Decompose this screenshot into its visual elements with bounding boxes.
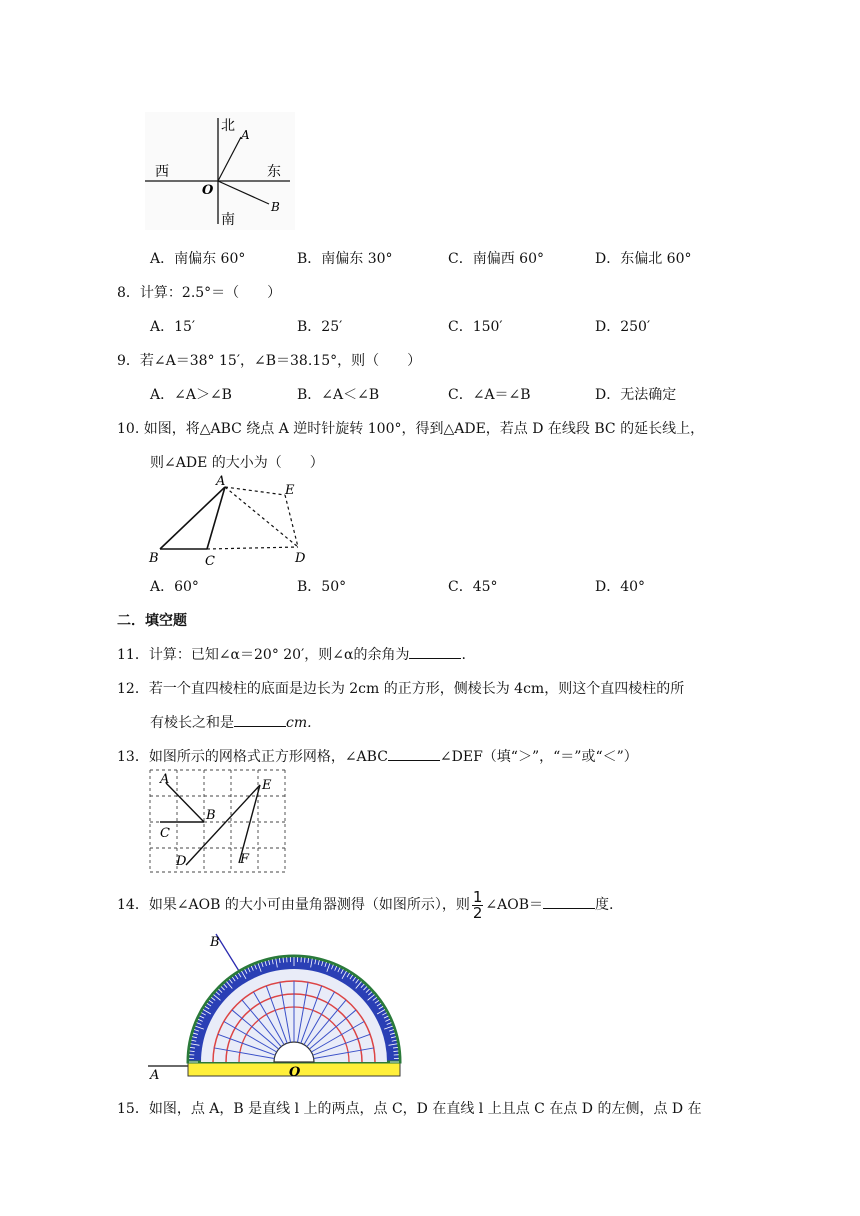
q10-option-b: B．50°: [297, 579, 347, 595]
center-o-label: O: [289, 1065, 301, 1080]
answer-blank: [388, 746, 440, 761]
section-heading: 二．填空题: [117, 613, 187, 629]
north-label: 北: [221, 118, 235, 134]
west-label: 西: [155, 164, 169, 180]
q9-option-c: C．∠A＝∠B: [448, 387, 531, 403]
q12-text: 有棱长之和是: [150, 715, 234, 731]
point-e-label: E: [285, 483, 295, 498]
q9-option-a: A．∠A＞∠B: [150, 387, 232, 403]
rotation-figure: [145, 472, 315, 568]
point-b-label: B: [206, 808, 216, 823]
fraction-half: [472, 887, 484, 922]
protractor-tick: [393, 1051, 398, 1052]
q13: [117, 746, 638, 766]
q14-angle: ∠AOB＝: [485, 897, 544, 913]
q12-line1: 12．若一个直四棱柱的底面是边长为 2cm 的正方形，侧棱长为 4cm，则这个直四棱柱的所: [117, 681, 685, 697]
q7-option-c: C．南偏西 60°: [448, 251, 544, 267]
q10-option-c: C．45°: [448, 579, 498, 595]
fraction-numerator: 1: [472, 887, 483, 906]
q13-text: 13．如图所示的网格式正方形网格，∠ABC: [117, 749, 388, 765]
q14-unit: 度.: [595, 897, 614, 913]
point-d-label: D: [176, 854, 187, 869]
grid-figure: [148, 767, 288, 875]
q11-tail: .: [461, 647, 466, 663]
q8-option-a: A．15′: [150, 319, 196, 335]
q12-unit: cm.: [286, 715, 312, 731]
q7-option-a: A．南偏东 60°: [150, 251, 246, 267]
q10-option-d: D．40°: [595, 579, 646, 595]
answer-blank: [234, 712, 286, 727]
q7-option-b: B．南偏东 30°: [297, 251, 393, 267]
q10-option-a: A．60°: [150, 579, 199, 595]
protractor-tick: [190, 1051, 195, 1052]
q8-option-c: C．150′: [448, 319, 503, 335]
q9-option-b: B．∠A＜∠B: [297, 387, 380, 403]
protractor-tick: [283, 958, 284, 963]
q10-line1: 10. 如图，将△ABC 绕点 A 逆时针旋转 100°，得到△ADE，若点 D 在线段 BC 的延长线上，: [117, 421, 705, 437]
point-c-label: C: [205, 554, 215, 568]
point-a-label: A: [160, 772, 170, 787]
q9-text: 9．若∠A＝38° 15′，∠B＝38.15°，则（ ）: [117, 353, 422, 369]
compass-figure: [145, 112, 295, 230]
q14-text: 14．如果∠AOB 的大小可由量角器测得（如图所示），则: [117, 897, 470, 913]
south-label: 南: [221, 212, 235, 228]
q9-option-d: D．无法确定: [595, 387, 677, 403]
point-f-label: F: [240, 852, 250, 867]
protractor-tick: [304, 958, 305, 963]
point-d-label: D: [295, 551, 306, 566]
protractor-figure: [148, 930, 408, 1080]
answer-blank: [543, 894, 595, 909]
q7-option-d: D．东偏北 60°: [595, 251, 692, 267]
q11: [117, 644, 466, 664]
east-label: 东: [267, 164, 281, 180]
fraction-denominator: 2: [472, 903, 483, 922]
q11-text: 11．计算：已知∠α＝20° 20′，则∠α的余角为: [117, 647, 410, 663]
q8-option-b: B．25′: [297, 319, 343, 335]
point-b-label: B: [271, 200, 280, 214]
ray-a-label: A: [150, 1068, 160, 1080]
point-b-label: B: [149, 551, 159, 566]
answer-blank: [409, 644, 461, 659]
point-c-label: C: [160, 826, 170, 841]
point-o-label: O: [202, 183, 214, 198]
q10-line2: 则∠ADE 的大小为（ ）: [150, 455, 324, 471]
point-a-label: A: [216, 474, 226, 489]
ray-b-label: B: [210, 935, 220, 950]
q8-text: 8．计算：2.5°＝（ ）: [117, 285, 282, 301]
q12-line2: [150, 712, 312, 732]
q13-tail: ∠DEF（填“＞”，“＝”或“＜”）: [439, 749, 638, 765]
q15-text: 15．如图，点 A，B 是直线 l 上的两点，点 C，D 在直线 l 上且点 C 在点 D 的左侧，点 D 在: [117, 1101, 702, 1117]
q8-option-d: D．250′: [595, 319, 651, 335]
point-a-label: A: [241, 128, 250, 142]
point-e-label: E: [262, 778, 272, 793]
q14: [117, 888, 613, 922]
